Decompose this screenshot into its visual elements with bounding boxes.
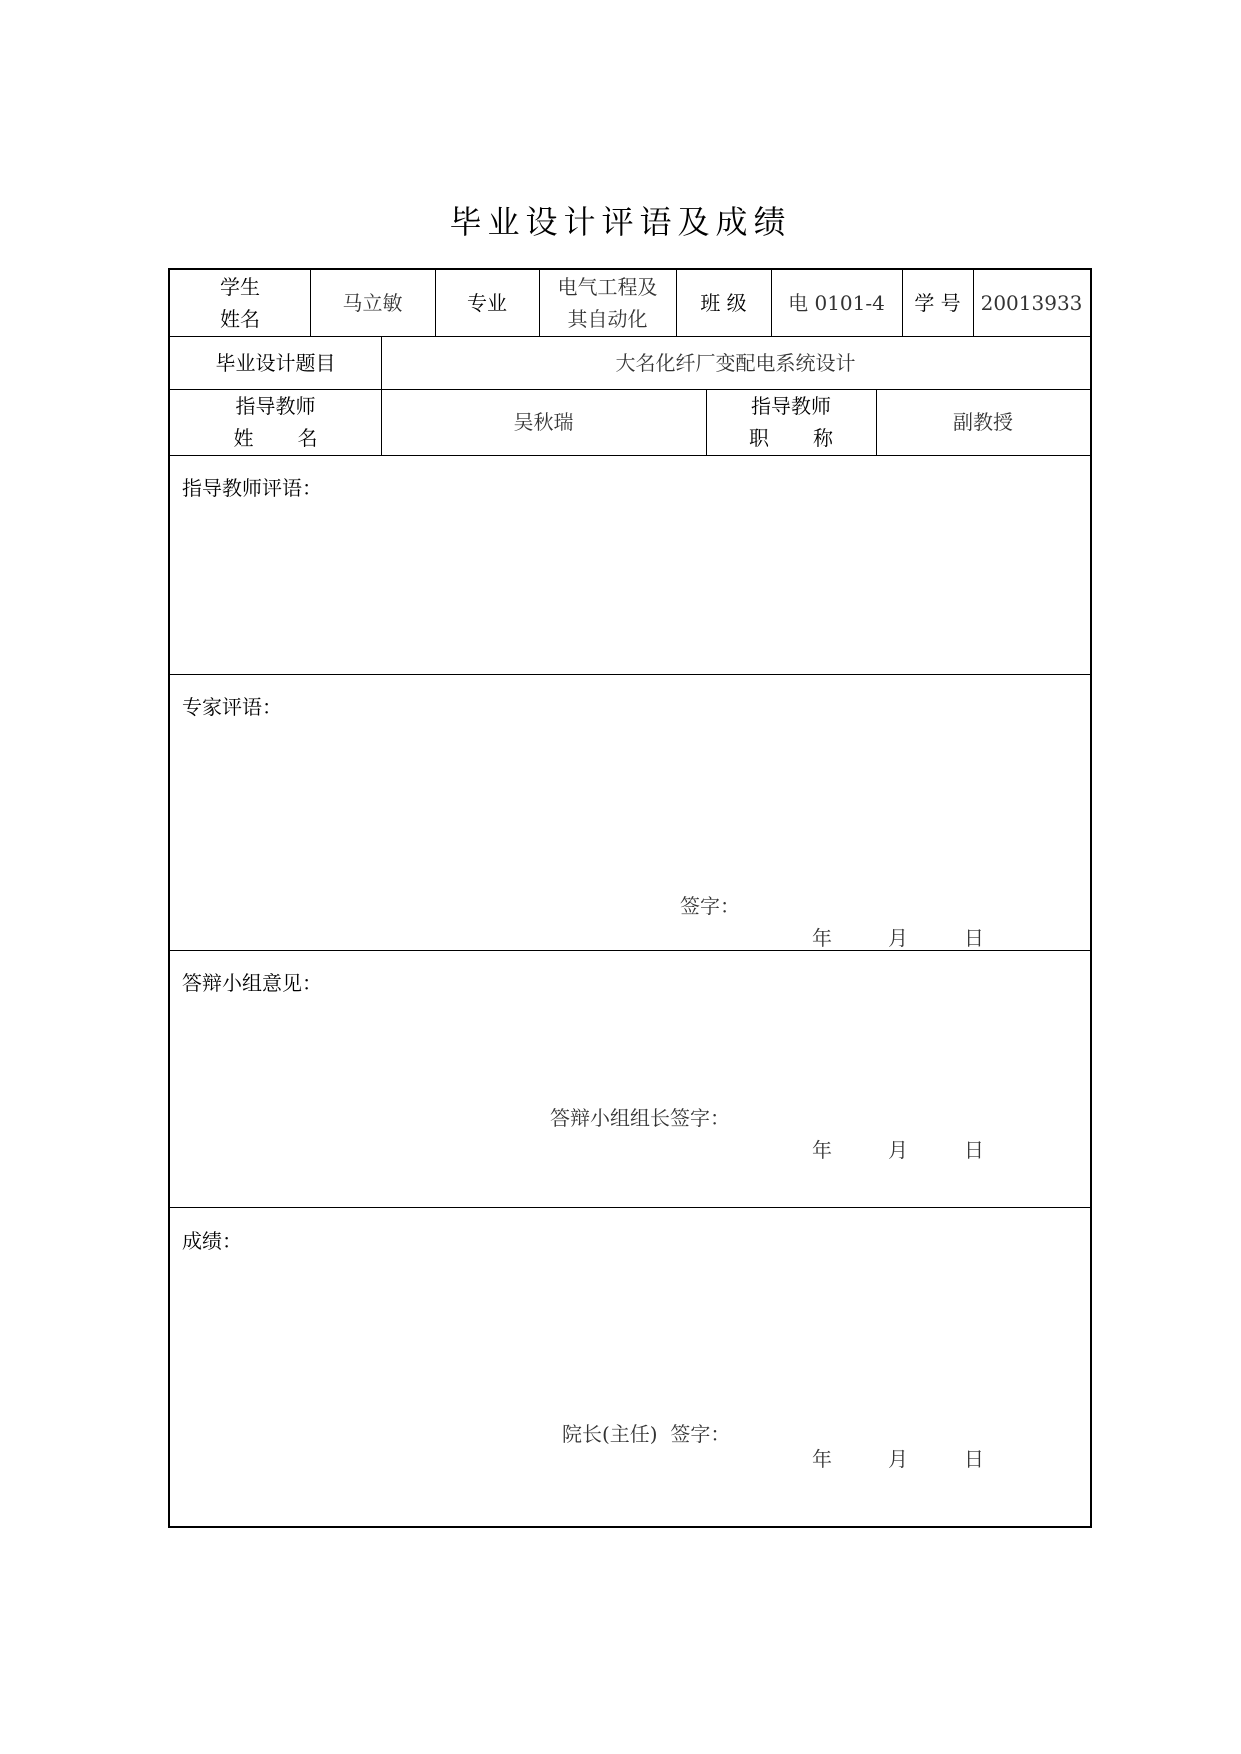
- date-day: 日: [964, 1447, 984, 1471]
- expert-signature-label: 签字：: [680, 894, 740, 918]
- major-line: 其自动化: [567, 307, 648, 331]
- topic-value: 大名化纤厂变配电系统设计: [615, 350, 856, 375]
- major-label: 专业: [467, 291, 507, 315]
- advisor-title-value: 副教授: [953, 410, 1013, 434]
- section-divider: [170, 674, 1090, 675]
- label-char: 姓: [233, 426, 254, 450]
- label-char: 职: [749, 426, 769, 450]
- section-divider: [170, 950, 1090, 951]
- student-id-value: 20013933: [980, 291, 1083, 315]
- evaluation-form: [168, 268, 1092, 1528]
- defense-signature-label: 答辩小组组长签字：: [550, 1106, 730, 1130]
- student-id-label: 学 号: [914, 291, 961, 315]
- student-name-value: 马立敏: [342, 291, 403, 315]
- grade-label: 成绩：: [182, 1229, 242, 1253]
- date-year: 年: [812, 1447, 832, 1471]
- label-char: 称: [813, 426, 833, 450]
- expert-comment-label: 专家评语：: [182, 695, 282, 719]
- label-line: 指导教师: [235, 394, 316, 418]
- student-name-label: [170, 270, 310, 336]
- page-title: 毕业设计评语及成绩: [449, 203, 792, 241]
- section-divider: [170, 1207, 1090, 1208]
- date-month: 月: [888, 1138, 908, 1162]
- label-line: 学生: [220, 275, 260, 299]
- class-label: 班 级: [700, 291, 747, 315]
- date-year: 年: [812, 1138, 832, 1162]
- date-year: 年: [812, 926, 832, 950]
- major-value: [539, 270, 676, 336]
- label-line: [234, 422, 318, 454]
- advisor-name-value: 吴秋瑞: [513, 410, 574, 434]
- date-month: 月: [888, 926, 908, 950]
- defense-opinion-label: 答辩小组意见：: [182, 971, 322, 995]
- label-char: 名: [297, 426, 318, 450]
- row-divider: [170, 455, 1090, 456]
- advisor-name-label: [170, 389, 381, 455]
- date-month: 月: [888, 1447, 908, 1471]
- topic-label: 毕业设计题目: [215, 350, 336, 375]
- date-day: 日: [964, 926, 984, 950]
- label-line: 指导教师: [751, 394, 831, 418]
- label-line: [749, 422, 833, 454]
- label-line: 姓名: [220, 307, 260, 331]
- class-value: 电 0101-4: [788, 291, 885, 315]
- advisor-comment-label: 指导教师评语：: [182, 476, 322, 500]
- date-day: 日: [964, 1138, 984, 1162]
- dean-signature-label: 院长(主任) 签字：: [562, 1422, 731, 1446]
- major-line: 电气工程及: [557, 275, 658, 299]
- advisor-title-label: [706, 389, 876, 455]
